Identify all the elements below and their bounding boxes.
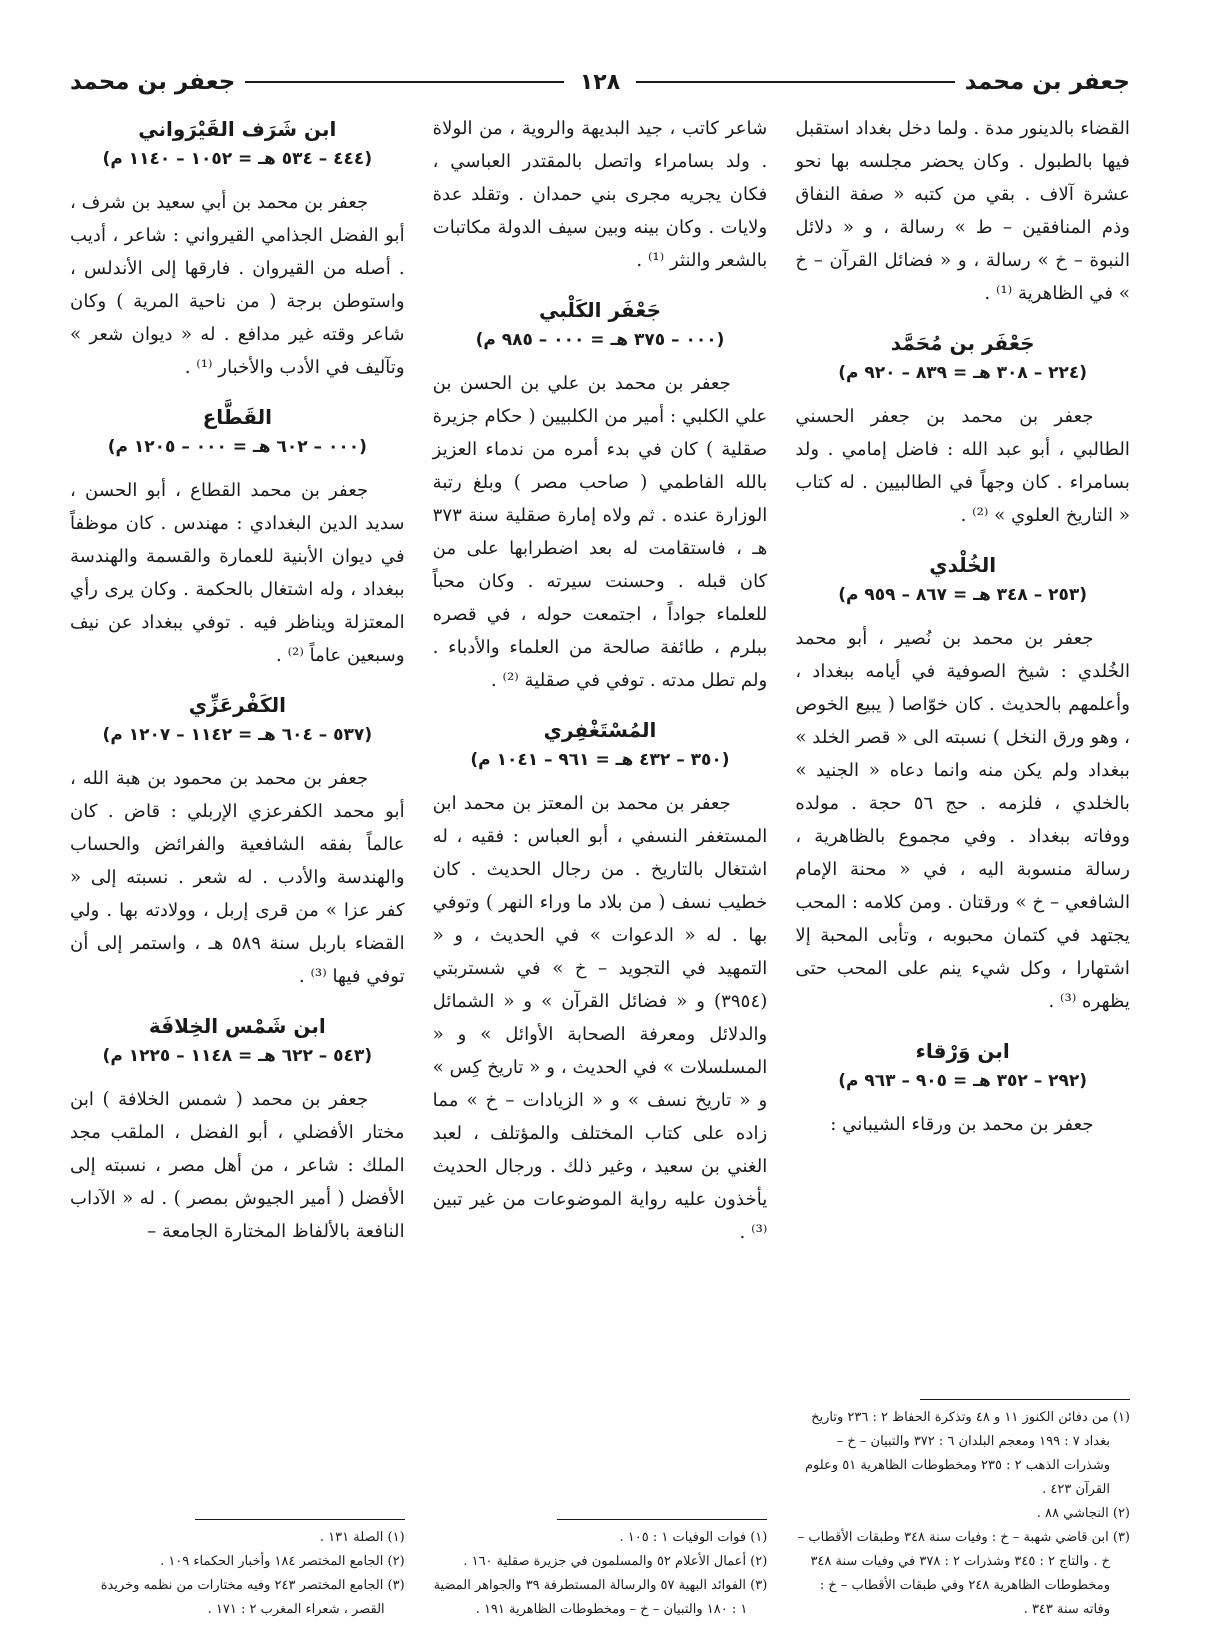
- entry-text: جعفر بن محمد بن أبي سعيد بن شرف ، أبو الفضل الجذامي القيرواني : شاعر ، أديب . أصله من القيروان . فارقها إلى الأندلس ، واستوطن برجة ( من ناحية المرية ) وكان شاعر وقته غير مدافع . له « ديوان شعر » وتآليف في الأدب والأخبار ⁽¹⁾ .: [69, 192, 405, 378]
- footnote: (٣) ابن قاضي شهبة – خ : وفيات سنة ٣٤٨ وطبقات الأقطاب – خ . والتاج ٢ : ٣٤٥ وشذرات ٢ : ٣٧٨ في وفيات سنة ٣٤٨ ومخطوطات الظاهرية ٢٤٨ وفي طبقات الأقطاب – خ : وفاته سنة ٣٤٣ .: [797, 1530, 1130, 1617]
- book-page: [70, 62, 1130, 1622]
- footnote: (١) فوات الوفيات ١ : ١٠٥ .: [619, 1530, 768, 1545]
- entry-text: جعفر بن محمد بن محمود بن هبة الله ، أبو محمد الكفرعزي الإربلي : قاض . كان عالماً بفقه الشافعية والفرائض والحساب والهندسة والأدب . له شعر . نسبته إلى « كفر عزا » من قرى إربل ، وولادته بها . ولي القضاء باربل سنة ٥٨٩ هـ ، واستمر إلى أن توفي فيها ⁽³⁾ .: [69, 768, 405, 987]
- entry-text: شاعر كاتب ، جيد البديهة والروية ، من الولاة . ولد بسامراء واتصل بالمقتدر العباسي ، فكان يجريه مجرى بني حمدان . وتقلد عدة ولايات . وكان بينه وبين سيف الدولة مكاتبات بالشعر والنثر ⁽¹⁾ .: [432, 118, 768, 271]
- entry-dates: (٤٤٤ – ٥٣٤ هـ = ١٠٥٢ – ١١٤٠ م): [102, 149, 373, 169]
- column-right: [795, 112, 1130, 1622]
- entry-title: القَطَّاع: [202, 405, 273, 429]
- footnotes: [433, 1511, 768, 1622]
- entry-text: جعفر بن محمد القطاع ، أبو الحسن ، سديد الدين البغدادي : مهندس . كان موظفاً في ديوان الأبنية للعمارة والقسمة والهندسة ببغداد ، وله اشتغال بالحكمة . وكان يرى رأي المعتزلة ويناظر فيه . توفي ببغداد عن نيف وسبعين عاماً ⁽²⁾ .: [69, 480, 405, 666]
- column-middle: [433, 112, 768, 1622]
- entry-text: جعفر بن محمد بن المعتز بن محمد ابن المستغفر النسفي ، أبو العباس : فقيه ، له اشتغال بالتاريخ . من رجال الحديث . كان خطيب نسف ( من بلاد ما وراء النهر ) وتوفي بها . له « الدعوات » في الحديث ، و « التمهيد في التجويد – خ » في شستربتي (٣٩٥٤) و « فضائل القرآن » و « الشمائل والدلائل ومعرفة الصحابة الأوائل » و « المسلسلات » في الحديث ، و « تاريخ كِس » و « تاريخ نسف » و « الزيادات – خ » مما زاده على كتاب المختلف والمؤتلف ، لعبد الغني بن سعيد ، وغير ذلك . ورجال الحديث يأخذون عليه رواية الموضوعات من غير تبين ⁽³⁾ .: [432, 793, 768, 1243]
- footnote-rule: [557, 1519, 767, 1520]
- entry-dates: (٢٥٣ – ٣٤٨ هـ = ٨٦٧ – ٩٥٩ م): [838, 585, 1088, 605]
- entry-dates: (٢٩٢ – ٣٥٢ هـ = ٩٠٥ – ٩٦٣ م): [838, 1071, 1088, 1091]
- footnote: (٢) النجاشي ٨٨ .: [1036, 1506, 1130, 1521]
- entry-dates: (٣٥٠ – ٤٣٢ هـ = ٩٦١ – ١٠٤١ م): [470, 750, 730, 770]
- header-rule: [636, 81, 955, 83]
- footnote: (١) من دفائن الكنوز ١١ و ٤٨ وتذكرة الحفاظ ٢ : ٢٣٦ وتاريخ بغداد ٧ : ١٩٩ ومعجم البلدان ٦ : ٣٧٢ والتبيان – خ – وشذرات الذهب ٢ : ٢٣٥ ومخطوطات الظاهرية ٥١ وعلوم القرآن ٤٢٣ .: [805, 1410, 1130, 1497]
- entry-dates: (٠٠٠ – ٣٧٥ هـ = ٠٠٠ – ٩٨٥ م): [475, 330, 725, 350]
- entry-title: الكَفْرعَزِّي: [188, 693, 286, 717]
- entry-text: جعفر بن محمد بن ورقاء الشيباني :: [830, 1114, 1094, 1135]
- footnote: (٣) الفوائد البهية ٥٧ والرسالة المستطرفة ٣٩ والجواهر المضية ١ : ١٨٠ والتبيان – خ – ومخطوطات الظاهرية ١٩١ .: [433, 1578, 768, 1617]
- footnote: (١) الصلة ١٣١ .: [319, 1530, 405, 1545]
- footnote: (٢) الجامع المختصر ١٨٤ وأخبار الحكماء ١٠٩ .: [160, 1554, 405, 1569]
- footnote-rule: [195, 1519, 405, 1520]
- page-number: ١٢٨: [579, 69, 621, 95]
- running-head-left: جعفر بن محمد: [69, 69, 236, 95]
- entry-text: جعفر بن محمد بن جعفر الحسني الطالبي ، أبو عبد الله : فاضل إمامي . ولد بسامراء . كان وجهاً في الطالبيين . له كتاب « التاريخ العلوي » ⁽²⁾ .: [795, 406, 1130, 526]
- column-left: [70, 112, 405, 1622]
- footnotes: [70, 1511, 405, 1622]
- entry-dates: (٠٠٠ – ٦٠٢ هـ = ٠٠٠ – ١٢٠٥ م): [107, 437, 367, 457]
- footnote: (٣) الجامع المختصر ٢٤٣ وفيه مختارات من نظمه وخريدة القصر ، شعراء المغرب ٢ : ١٧١ .: [100, 1578, 405, 1617]
- entry-title: ابن شَرَف القَيْرَواني: [138, 117, 337, 141]
- entry-text: جعفر بن محمد بن نُصير ، أبو محمد الخُلدي : شيخ الصوفية في أيامه ببغداد ، وأعلمهم بالحديث . كان خوّاصا ( يبيع الخوص ، وهو ورق النخل ) نسبته الى « قصر الخلد » ببغداد ولم يكن منه وانما دعاه « الجنيد » بالخلدي ، فلزمه . حج ٥٦ حجة . مولده ووفاته ببغداد . وفي مجموع بالظاهرية ، رسالة منسوبة اليه ، في « محنة الإمام الشافعي – خ » ورقتان . ومن كلامه : المحب يجتهد في كتمان محبوبه ، وتأبى المحبة إلا اشتهارا ، وكل شيء ينم على المحب حتى يظهره ⁽³⁾ .: [795, 628, 1130, 1012]
- entry-dates: (٥٤٣ – ٦٢٢ هـ = ١١٤٨ – ١٢٢٥ م): [102, 1046, 373, 1066]
- page-header: [70, 62, 1130, 102]
- footnotes: [795, 1391, 1130, 1622]
- entry-text: جعفر بن محمد بن علي بن الحسن بن علي الكلبي : أمير من الكلبيين ( حكام جزيرة صقلية ) كان في بدء أمره من ندماء العزيز بالله الفاطمي ( صاحب مصر ) وبلغ رتبة الوزارة عنده . ثم ولاه إمارة صقلية سنة ٣٧٣ هـ ، فاستقامت له بعد اضطرابها على من كان قبله . وحسنت سيرته . وكان محباً للعلماء جواداً ، اجتمعت حوله ، في قصره ببلرم ، طائفة صالحة من العلماء والأدباء . ولم تطل مدته . توفي في صقلية ⁽²⁾ .: [432, 373, 768, 691]
- entry-title: ابن وَرْقاء: [915, 1039, 1010, 1063]
- entry-text: جعفر بن محمد ( شمس الخلافة ) ابن مختار الأفضلي ، أبو الفضل ، الملقب مجد الملك : شاعر ، من أهل مصر ، نسبته إلى الأفضل ( أمير الجيوش بمصر ) . له « الآداب النافعة بالألفاظ المختارة الجامعة –: [69, 1089, 405, 1242]
- text-columns: [70, 112, 1130, 1622]
- header-rule: [245, 81, 564, 83]
- footnote: (٢) أعمال الأعلام ٥٢ والمسلمون في جزيرة صقلية ١٦٠ .: [463, 1554, 768, 1569]
- entry-title: ابن شَمْس الخِلافَة: [148, 1014, 326, 1038]
- entry-title: جَعْفَر الكَلْبي: [538, 298, 662, 322]
- entry-text: القضاء بالدينور مدة . ولما دخل بغداد استقبل فيها بالطبول . وكان يحضر مجلسه بها نحو عشرة آلاف . بقي من كتبه « صفة النفاق وذم المنافقين – ط » رسالة ، و « دلائل النبوة – خ » رسالة ، و « فضائل القرآن – خ » في الظاهرية ⁽¹⁾ .: [795, 118, 1130, 304]
- entry-title: الخُلْدي: [929, 553, 997, 577]
- footnote-rule: [920, 1399, 1130, 1400]
- entry-title: جَعْفَر بن مُحَمَّد: [890, 331, 1035, 355]
- entry-dates: (٥٣٧ – ٦٠٤ هـ = ١١٤٢ – ١٢٠٧ م): [102, 725, 373, 745]
- entry-dates: (٢٢٤ – ٣٠٨ هـ = ٨٣٩ – ٩٢٠ م): [838, 363, 1088, 383]
- entry-title: المُسْتَغْفِري: [543, 718, 657, 742]
- running-head-right: جعفر بن محمد: [964, 69, 1130, 95]
